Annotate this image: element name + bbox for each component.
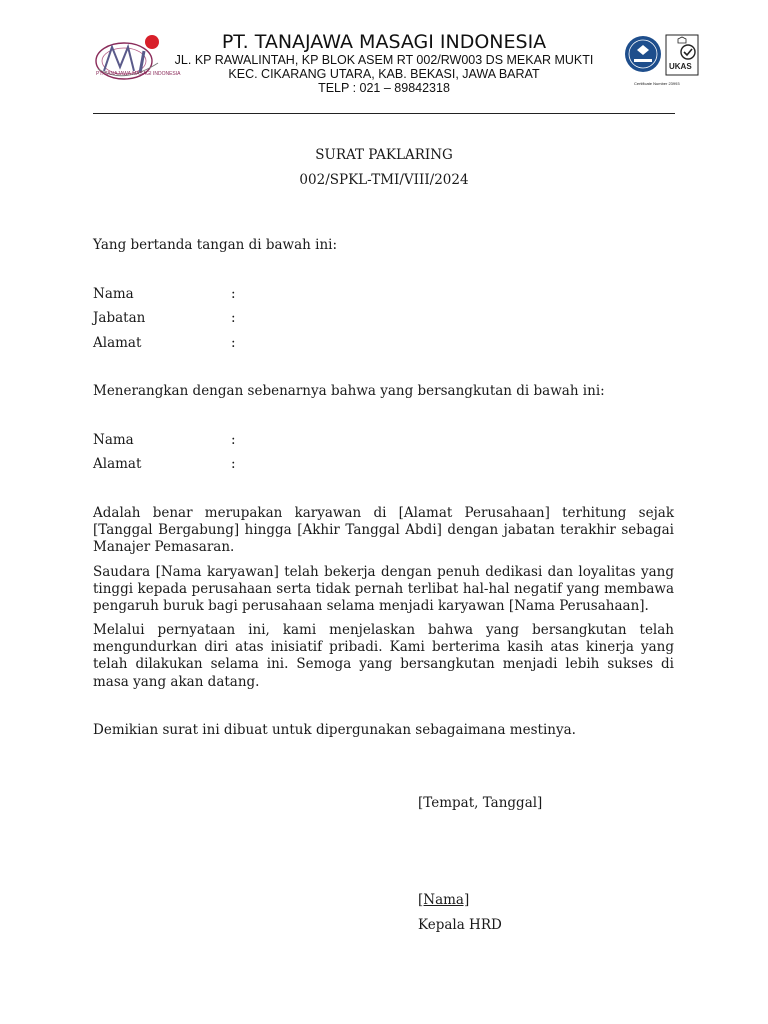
body-paragraph-1: Adalah benar merupakan karyawan di [Alamat Perusahaan] terhitung sejak [Tanggal Bergabung] hingga [Akhir Tanggal Abdi] dengan jabatan terakhir sebagai Manajer Pemasaran. bbox=[93, 505, 674, 556]
cert-caption: Certificate Number 23993 bbox=[634, 81, 680, 86]
header-divider bbox=[93, 113, 675, 114]
signer-address-colon: : bbox=[231, 335, 236, 351]
letter-number: 002/SPKL-TMI/VIII/2024 bbox=[299, 172, 469, 188]
statement-text: Menerangkan dengan sebenarnya bahwa yang bersangkutan di bawah ini: bbox=[93, 383, 605, 399]
letterhead bbox=[0, 0, 768, 120]
subject-address-label: Alamat bbox=[93, 456, 142, 472]
address-line-1: JL. KP RAWALINTAH, KP BLOK ASEM RT 002/RW003 DS MEKAR MUKTI bbox=[174, 53, 594, 67]
place-date: [Tempat, Tanggal] bbox=[418, 795, 543, 811]
body-paragraph-3: Melalui pernyataan ini, kami menjelaskan bahwa yang bersangkutan telah mengundurkan diri atas inisiatif pribadi. Kami berterima kasih atas kinerja yang telah dilakukan selama ini. Semoga yang bersangkutan menjadi lebih sukses di masa yang akan datang. bbox=[93, 622, 674, 690]
signer-position: Kepala HRD bbox=[418, 917, 502, 933]
intro-text: Yang bertanda tangan di bawah ini: bbox=[93, 237, 338, 253]
subject-name-colon: : bbox=[231, 432, 236, 448]
body-paragraph-2: Saudara [Nama karyawan] telah bekerja dengan penuh dedikasi dan loyalitas yang tinggi kepada perusahaan serta tidak pernah terlibat hal-hal negatif yang membawa pengaruh buruk bagi perusahaan selama menjadi karyawan [Nama Perusahaan]. bbox=[93, 564, 674, 615]
company-name: PT. TANAJAWA MASAGI INDONESIA bbox=[221, 31, 547, 53]
signer-position-label: Jabatan bbox=[93, 310, 146, 326]
letter-title: SURAT PAKLARING bbox=[315, 147, 453, 163]
signer-name-label: Nama bbox=[93, 286, 134, 302]
signer-name-colon: : bbox=[231, 286, 236, 302]
subject-name-label: Nama bbox=[93, 432, 134, 448]
logo-caption: PT. TANAJAWA MASAGI INDONESIA bbox=[96, 71, 181, 77]
subject-address-colon: : bbox=[231, 456, 236, 472]
closing-text: Demikian surat ini dibuat untuk dipergunakan sebagaimana mestinya. bbox=[93, 722, 576, 738]
signer-position-colon: : bbox=[231, 310, 236, 326]
signer-address-label: Alamat bbox=[93, 335, 142, 351]
signer-name: [Nama] bbox=[418, 892, 470, 908]
svg-text:UKAS: UKAS bbox=[669, 62, 692, 71]
address-line-2: KEC. CIKARANG UTARA, KAB. BEKASI, JAWA BARAT bbox=[228, 67, 540, 81]
phone-line: TELP : 021 – 89842318 bbox=[318, 81, 450, 95]
